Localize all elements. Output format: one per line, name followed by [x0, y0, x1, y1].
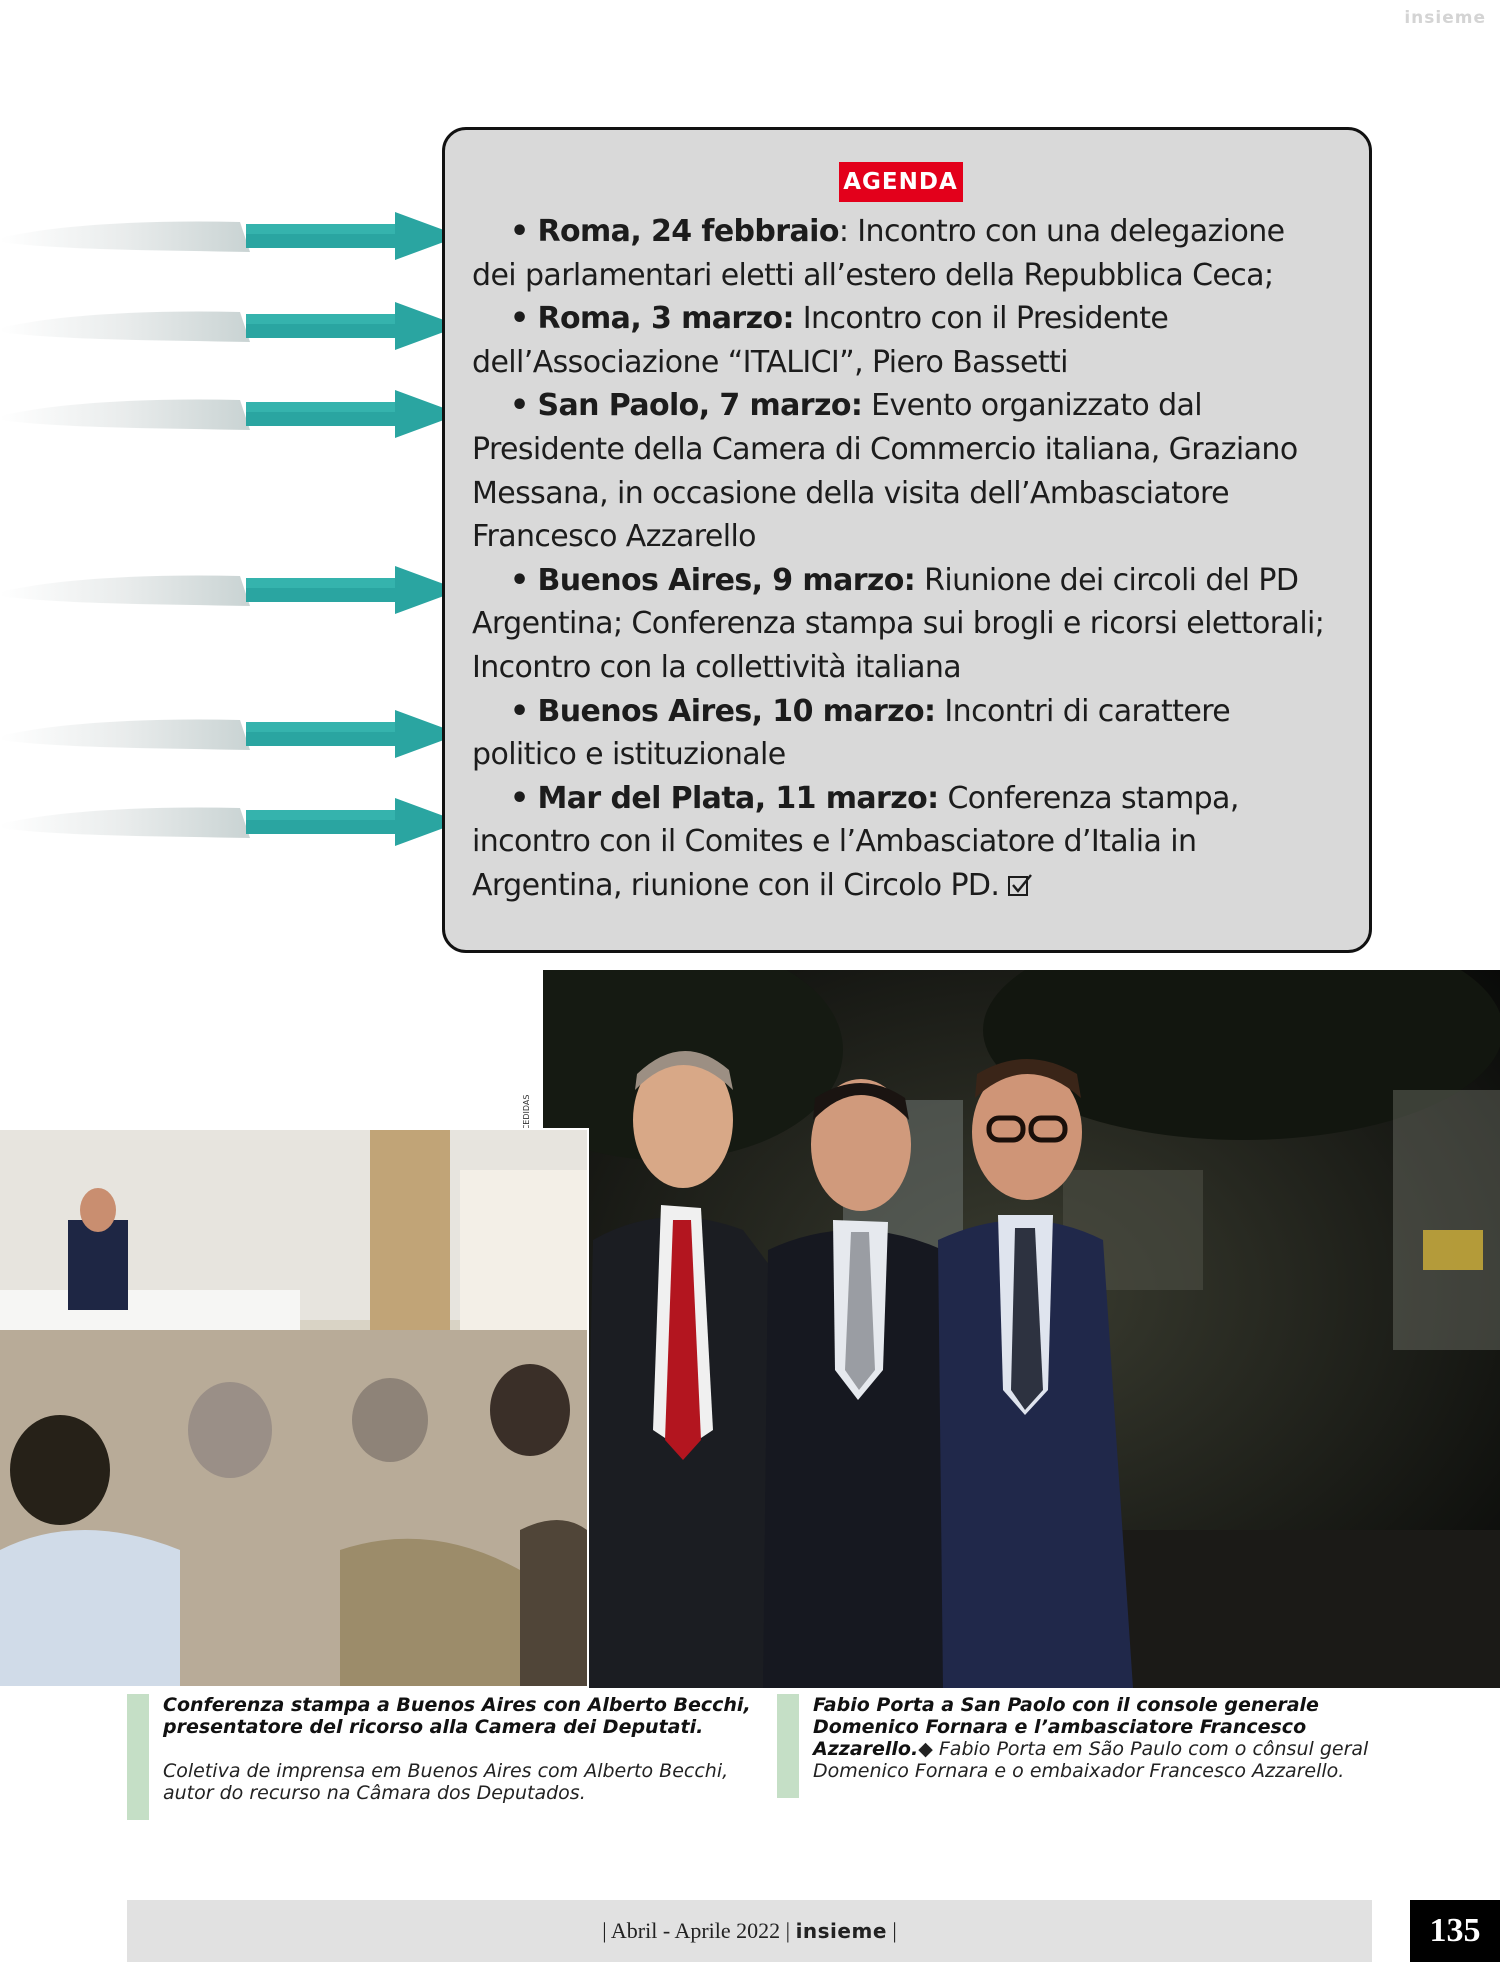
bullet: • — [510, 693, 529, 729]
agenda-item — [472, 210, 1329, 297]
agenda-item-text: Incontro con il Presidente dell’Associazione “ITALICI”, Piero Bassetti — [472, 301, 1169, 380]
agenda-item-place: Buenos Aires, 9 marzo: — [537, 562, 916, 598]
arrow-icon — [0, 382, 470, 442]
agenda-item — [472, 559, 1329, 690]
photo-porta-san-paolo — [543, 970, 1500, 1688]
caption-portuguese: Fabio Porta em São Paulo com o cônsul geral Domenico Fornara e o embaixador Francesco Azzarello. — [813, 1738, 1369, 1782]
footer-brand-logo: insieme — [795, 1919, 887, 1943]
page-number: 135 — [1410, 1900, 1500, 1962]
bullet: • — [510, 562, 529, 598]
agenda-list — [472, 210, 1329, 908]
footer-separator: | — [892, 1918, 897, 1943]
agenda-item-text: Riunione dei circoli del PD Argentina; Conferenza stampa sui brogli e ricorsi elettorali; Incontro con la collettività italiana — [472, 562, 1325, 685]
agenda-item-place: Mar del Plata, 11 marzo: — [537, 780, 939, 816]
footer-date: | Abril - Aprile 2022 | — [602, 1918, 791, 1943]
arrow-icon — [0, 790, 470, 850]
agenda-item-place: San Paolo, 7 marzo: — [537, 388, 863, 424]
agenda-item — [472, 777, 1329, 908]
caption-left — [127, 1694, 752, 1820]
arrow-icon — [0, 558, 470, 618]
caption-italian: Conferenza stampa a Buenos Aires con Alberto Becchi, presentatore del ricorso alla Camera dei Deputati. — [163, 1694, 751, 1738]
arrow-icon — [0, 204, 470, 264]
bullet: • — [510, 388, 529, 424]
caption-right — [777, 1694, 1397, 1798]
agenda-item-place: Roma, 24 febbraio — [537, 214, 839, 249]
bullet: • — [510, 780, 529, 816]
agenda-item-place: Buenos Aires, 10 marzo: — [537, 693, 936, 729]
agenda-item-text: Conferenza stampa, incontro con il Comites e l’Ambasciatore d’Italia in Argentina, riunione con il Circolo PD. — [472, 780, 1239, 903]
agenda-item-place: Roma, 3 marzo: — [537, 301, 794, 337]
brand-logo-top: insieme — [1404, 8, 1486, 28]
photo-conferenza-buenos-aires — [0, 1128, 589, 1688]
footer-bar — [127, 1900, 1372, 1962]
bullet: • — [510, 301, 529, 337]
arrow-icon — [0, 294, 470, 354]
agenda-box — [442, 127, 1372, 953]
diamond-separator-icon: ◆ — [918, 1738, 933, 1760]
bullet: • — [510, 214, 529, 249]
arrow-icon — [0, 702, 470, 762]
caption-portuguese: Coletiva de imprensa em Buenos Aires com Alberto Becchi, autor do recurso na Câmara dos Deputados. — [163, 1760, 729, 1804]
agenda-item-text: Evento organizzato dal Presidente della Camera di Commercio italiana, Graziano Messana, in occasione della visita dell’Ambasciatore Francesco Azzarello — [472, 388, 1298, 555]
agenda-item — [472, 690, 1329, 777]
caption-italian: Fabio Porta a San Paolo con il console generale Domenico Fornara e l’ambasciatore Francesco Azzarello. — [813, 1694, 1319, 1760]
agenda-title: AGENDA — [839, 162, 963, 202]
agenda-item — [472, 384, 1329, 558]
agenda-item-text: : Incontro con una delegazione dei parlamentari eletti all’estero della Repubblica Ceca; — [472, 214, 1285, 293]
agenda-item-text: Incontri di carattere politico e istituzionale — [472, 693, 1231, 773]
agenda-item — [472, 297, 1329, 384]
checkbox-icon — [1007, 873, 1033, 897]
